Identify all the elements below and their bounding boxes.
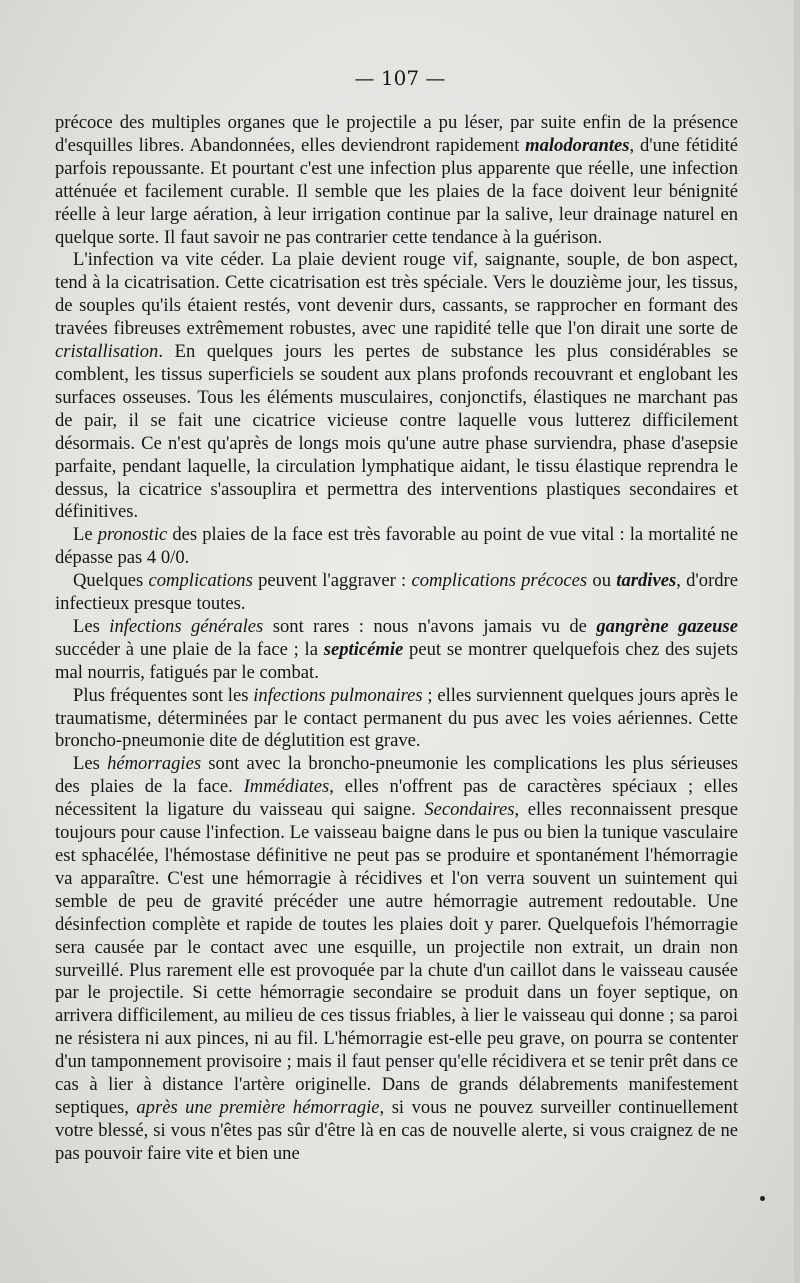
italic-term: malodorantes	[525, 134, 630, 156]
italic-term: complications	[148, 570, 253, 592]
italic-term: gangrène gazeuse	[596, 615, 739, 637]
paragraph-4	[55, 570, 738, 616]
italic-term: Immédiates	[243, 776, 330, 798]
text-run: ; elles surviennent quelques jours après le traumatisme, déterminées par le contact permanent du pus avec les voies aériennes. Cette broncho-pneumonie dite de déglutition est grave.	[55, 684, 738, 752]
paragraph-1	[55, 112, 738, 249]
text-run: ou	[587, 570, 617, 592]
text-run: Plus fréquentes sont les	[73, 684, 254, 706]
text-run: , si vous ne pouvez surveiller continuellement votre blessé, si vous n'êtes pas sûr d'être là en cas de nouvelle alerte, si vous craignez de ne pas pouvoir faire vite et bien une	[55, 1096, 738, 1164]
text-run: , d'une fétidité parfois repoussante. Et pourtant c'est une infection plus apparente que réelle, une infection atténuée et facilement curable. Il semble que les plaies de la face doivent leur bénignité réelle à leur large aération, à leur irrigation continue par la salive, leur drainage naturel en quelque sorte. Il faut savoir ne pas contrarier cette tendance à la guérison.	[55, 134, 738, 248]
text-run: , d'ordre infectieux presque toutes.	[55, 570, 738, 615]
text-run: , elles reconnaissent presque toujours pour cause l'infection. Le vaisseau baigne dans le pus ou bien la tunique vasculaire est sphacélée, l'hémostase définitive ne peut pas se produire et spontanément l'hémorragie va apparaître. C'est une hémorragie à récidives et l'on verra souvent un suintement qui semble de peu de gravité précéder une autre hémorragie autrement redoutable. Une désinfection complète et rapide de toutes les plaies doit y parer. Quelquefois l'hémorragie sera causée par le contact avec une esquille, un projectile non extrait, un drain non surveillé. Plus rarement elle est provoquée par la chute d'un caillot dans le vaisseau causée par le projectile. Si cette hémorragie secondaire se produit dans un foyer septique, on arrivera difficilement, au milieu de ces tissus friables, à lier le vaisseau qui donne ; sa paroi ne résistera ni aux pinces, ni au fil. L'hémorragie est-elle peu grave, on pourra se contenter d'un tamponnement provisoire ; mais il faut penser qu'elle récidivera et se tenir prêt dans ce cas à lier à distance l'artère originelle. Dans de grands délabrements manifestement septiques,	[55, 799, 738, 1118]
italic-term: après une première hémorragie	[136, 1096, 380, 1118]
text-run: sont rares : nous n'avons jamais vu de	[263, 615, 597, 637]
page-edge	[794, 0, 800, 1283]
italic-term: septicémie	[323, 638, 404, 660]
text-run: sont avec la broncho-pneumonie les complications les plus sérieuses des plaies de la face.	[55, 753, 739, 798]
paragraph-5	[55, 616, 738, 685]
italic-term: complications précoces	[411, 570, 588, 592]
paragraph-7	[55, 753, 738, 1165]
italic-term: infections générales	[109, 615, 264, 637]
paragraph-2	[55, 249, 738, 524]
text-run: . En quelques jours les pertes de substance les plus considérables se comblent, les tissus superficiels se soudent aux plans profonds recouvrant et englobant les surfaces osseuses. Tous les éléments musculaires, conjonctifs, élastiques ne marchant pas de pair, il se fait une cicatrice vicieuse contre laquelle vous lutterez difficilement désormais. Ce n'est qu'après de longs mois qu'une autre phase surviendra, phase d'asepsie parfaite, pendant laquelle, la circulation lymphatique aidant, le tissu élastique reprendra le dessus, la cicatrice s'assouplira et permettra des interventions plastiques secondaires et définitives.	[55, 341, 738, 523]
italic-term: tardives	[616, 570, 677, 592]
text-run: succéder à une plaie de la face ; la	[55, 638, 324, 660]
text-run: des plaies de la face est très favorable au point de vue vital : la mortalité ne dépasse pas 4 0/0.	[55, 524, 738, 569]
italic-term: infections pulmonaires	[253, 684, 423, 706]
text-run: Les	[73, 753, 108, 775]
text-run: peuvent l'aggraver :	[252, 570, 412, 592]
paragraph-3	[55, 524, 738, 570]
italic-term: Secondaires	[424, 799, 515, 821]
italic-term: pronostic	[97, 524, 168, 546]
text-run: Quelques	[73, 570, 149, 592]
text-run: précoce des multiples organes que le projectile a pu léser, par suite enfin de la présence d'esquilles libres. Abandonnées, elles deviendront rapidement	[55, 112, 738, 156]
italic-term: cristallisation	[55, 341, 159, 363]
italic-term: hémorragies	[107, 753, 202, 775]
body-text	[55, 112, 738, 1166]
text-run: Le	[73, 524, 98, 546]
page-number: — 107 —	[354, 66, 446, 90]
text-run: , elles n'offrent pas de caractères spéciaux ; elles nécessitent la ligature du vaisseau qui saigne.	[55, 776, 738, 821]
text-run: peut se montrer quelquefois chez des sujets mal nourris, fatigués par le combat.	[55, 638, 738, 683]
text-run: Les	[73, 615, 110, 637]
text-run: L'infection va vite céder. La plaie devient rouge vif, saignante, souple, de bon aspect, tend à la cicatrisation. Cette cicatrisation est très spéciale. Vers le douzième jour, les tissus, de souples qu'ils étaient restés, vont devenir durs, cassants, se rapprocher en formant des travées fibreuses extrêmement robustes, avec une rapidité telle que l'on dirait une sorte de	[55, 249, 738, 340]
paragraph-6	[55, 685, 738, 754]
ink-spot	[760, 1196, 765, 1201]
